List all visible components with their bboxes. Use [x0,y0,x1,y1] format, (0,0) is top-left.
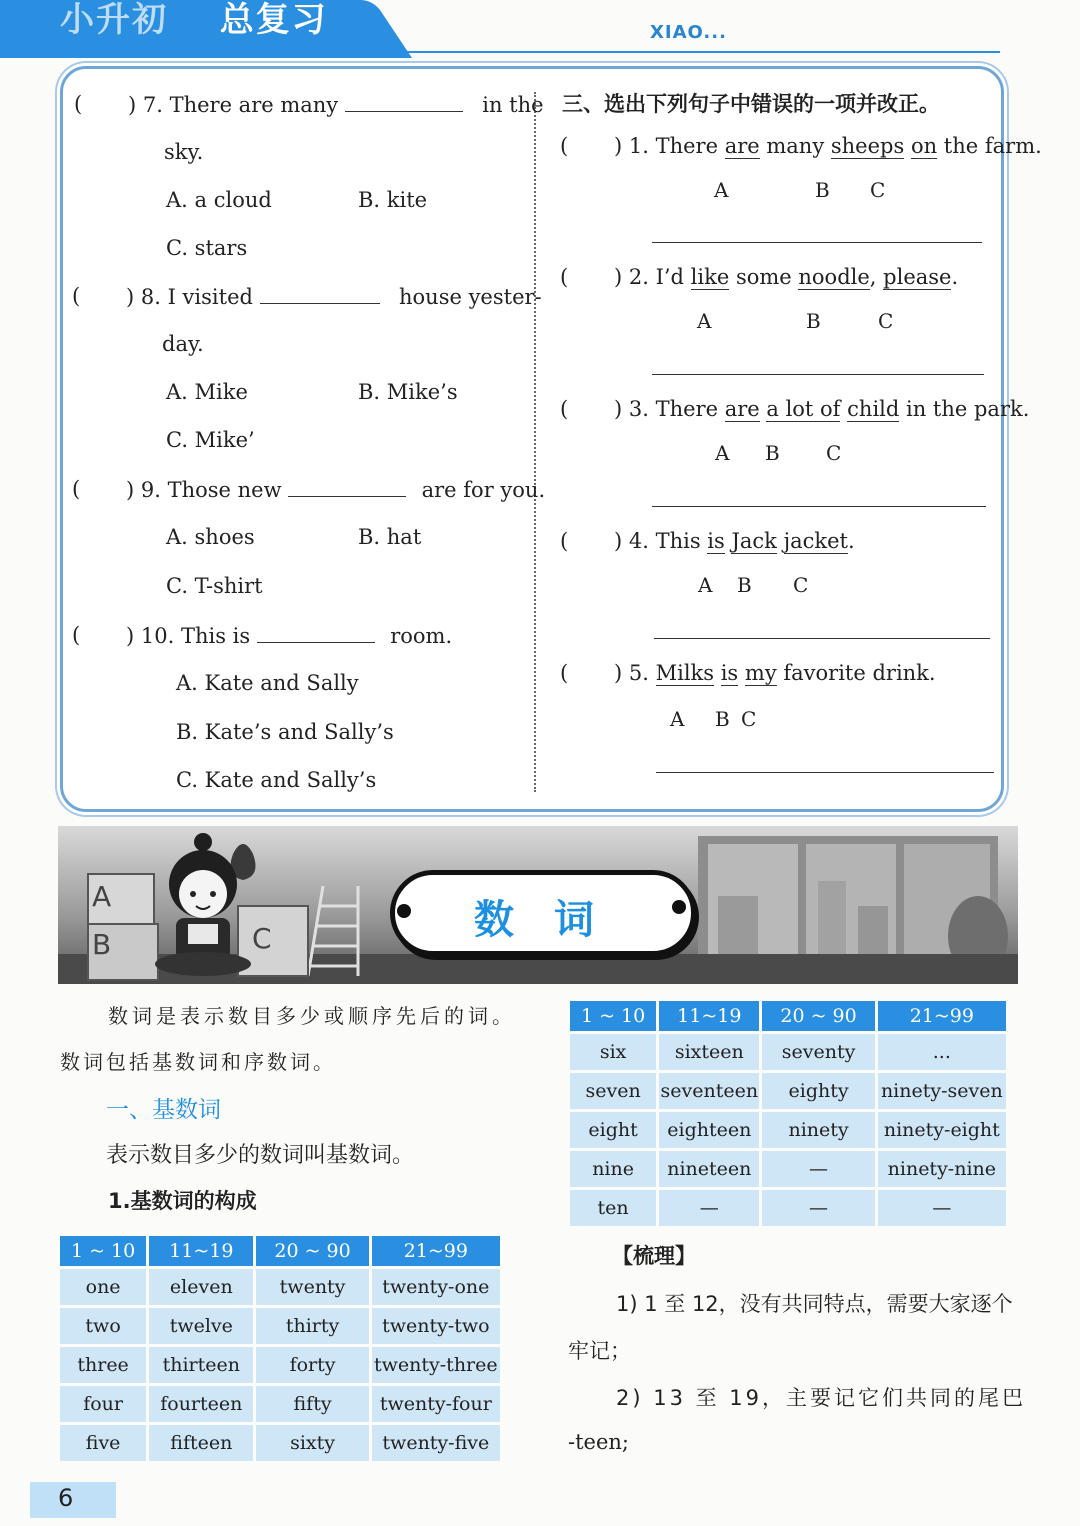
header-title-main: 总复习 [219,0,328,40]
table-cell: thirty [256,1308,368,1344]
table-cell: ninety-seven [878,1073,1006,1109]
cardinal-formation-heading: 1.基数词的构成 [108,1189,257,1213]
table-cell: fourteen [149,1386,253,1422]
s5-sentence: ) 5. Milks is my favorite drink. [614,661,936,685]
s2-label-a: A [697,309,712,333]
table-cell: twenty-three [372,1347,500,1383]
q10-blank[interactable] [257,623,375,643]
cube-letter-c: C [252,922,272,955]
table-cell: — [878,1190,1006,1226]
q10-option-a: A. Kate and Sally [176,671,359,695]
table-cell: five [60,1425,146,1461]
s1-answer-line[interactable] [652,242,982,243]
q7-paren: ( [74,92,83,116]
s3-label-c: C [826,441,842,465]
q8-stem: ) 8. I visited house yester- [126,285,542,309]
summary-line-3: 2) 13 至 19，主要记它们共同的尾巴 [616,1386,1027,1410]
table-header: 20 ~ 90 [762,1001,874,1031]
table-cell: forty [256,1347,368,1383]
s5-label-a: A [670,707,685,731]
s4-paren: ( [560,529,569,553]
table-cell: twelve [149,1308,253,1344]
cardinal-heading: 一、基数词 [106,1097,221,1123]
q9-option-a: A. shoes [166,525,255,549]
q8-blank[interactable] [260,284,380,304]
summary-line-1: 1) 1 至 12，没有共同特点，需要大家逐个 [616,1292,1013,1316]
table-header: 21~99 [878,1001,1006,1031]
q10-option-b: B. Kate’s and Sally’s [176,720,394,744]
table-row [570,1190,1006,1226]
q10-option-c: C. Kate and Sally’s [176,768,377,792]
q9-option-c: C. T-shirt [166,574,263,598]
table-header: 1 ~ 10 [570,1001,656,1031]
table-cell: seventeen [659,1073,759,1109]
cardinal-table-left [57,1233,503,1464]
q7-option-b: B. kite [358,188,428,212]
q7-blank[interactable] [345,92,463,112]
pill-dot-right [672,900,686,914]
q10-stem: ) 10. This is room. [126,624,453,648]
table-cell: sixteen [659,1034,759,1070]
table-cell: four [60,1386,146,1422]
intro-definition: 数词是表示数目多少或顺序先后的词。 [108,1004,516,1028]
table-row [60,1347,500,1383]
s3-label-a: A [715,441,730,465]
s1-paren: ( [560,134,569,158]
table-row [60,1386,500,1422]
s2-label-c: C [878,309,894,333]
page-number: 6 [58,1484,74,1512]
table-cell: — [762,1151,874,1187]
table-cell: twenty-two [372,1308,500,1344]
table-cell: ninety [762,1112,874,1148]
q8-paren: ( [72,284,81,308]
table-header-row [60,1236,500,1266]
table-row [60,1425,500,1461]
table-row [570,1034,1006,1070]
q7-continued: sky. [164,140,204,164]
table-cell: eighty [762,1073,874,1109]
cardinal-table-right [567,998,1009,1229]
s3-label-b: B [765,441,780,465]
s3-paren: ( [560,397,569,421]
q8-option-c: C. Mike’ [166,428,255,452]
table-cell: eleven [149,1269,253,1305]
q7-option-a: A. a cloud [166,188,272,212]
table-header: 21~99 [372,1236,500,1266]
table-cell: seventy [762,1034,874,1070]
q8-option-b: B. Mike’s [358,380,458,404]
cube-letter-a: A [92,880,112,913]
s1-sentence: ) 1. There are many sheeps on the farm. [614,134,1042,158]
q10-paren: ( [72,623,81,647]
table-cell: six [570,1034,656,1070]
table-header-row [570,1001,1006,1031]
table-cell: eighteen [659,1112,759,1148]
s5-label-c: C [741,707,757,731]
table-cell: three [60,1347,146,1383]
column-divider [534,92,536,792]
summary-title: 【梳理】 [612,1244,696,1268]
table-cell: two [60,1308,146,1344]
q9-stem: ) 9. Those new are for you. [126,478,546,502]
pill-dot-left [397,904,411,918]
table-row [60,1308,500,1344]
table-row [570,1112,1006,1148]
table-cell: fifty [256,1386,368,1422]
s4-label-b: B [737,573,752,597]
table-cell: twenty-five [372,1425,500,1461]
s5-answer-line[interactable] [656,772,994,773]
table-cell: — [762,1190,874,1226]
s4-label-a: A [698,573,713,597]
q9-blank[interactable] [288,477,406,497]
table-header: 1 ~ 10 [60,1236,146,1266]
table-cell: ten [570,1190,656,1226]
table-row [570,1151,1006,1187]
table-header: 11~19 [659,1001,759,1031]
s3-answer-line[interactable] [652,506,986,507]
table-cell: sixty [256,1425,368,1461]
s2-sentence: ) 2. I’d like some noodle, please. [614,265,959,289]
q9-option-b: B. hat [358,525,422,549]
header-title-faded: 小升初 [60,0,168,40]
table-header: 11~19 [149,1236,253,1266]
table-cell: nineteen [659,1151,759,1187]
summary-line-4: -teen; [568,1430,629,1454]
header-title [60,0,328,41]
s5-paren: ( [560,661,569,685]
q9-paren: ( [72,477,81,501]
table-cell: ninety-eight [878,1112,1006,1148]
s1-label-a: A [714,178,729,202]
s2-answer-line[interactable] [652,374,984,375]
s2-paren: ( [560,265,569,289]
q8-option-a: A. Mike [166,380,248,404]
s2-label-b: B [806,309,821,333]
q7-option-c: C. stars [166,236,248,260]
s1-label-b: B [815,178,830,202]
s4-answer-line[interactable] [654,638,990,639]
header-subtitle: XIAO... [650,22,727,43]
table-cell: one [60,1269,146,1305]
q7-stem: ) 7. There are many in the [128,93,544,117]
table-cell: seven [570,1073,656,1109]
intro-types: 数词包括基数词和序数词。 [60,1050,336,1074]
banner-title: 数词 [474,897,634,943]
s5-label-b: B [715,707,730,731]
cube-letter-b: B [92,928,112,961]
table-row [60,1269,500,1305]
table-cell: twenty-four [372,1386,500,1422]
table-cell: ... [878,1034,1006,1070]
s1-label-c: C [870,178,886,202]
table-cell: twenty-one [372,1269,500,1305]
cardinal-definition: 表示数目多少的数词叫基数词。 [106,1143,415,1168]
table-row [570,1073,1006,1109]
s4-sentence: ) 4. This is Jack jacket. [614,529,855,553]
s3-sentence: ) 3. There are a lot of child in the park. [614,397,1030,421]
section3-title: 三、选出下列句子中错误的一项并改正。 [562,92,940,116]
table-cell: ninety-nine [878,1151,1006,1187]
table-cell: nine [570,1151,656,1187]
table-cell: — [659,1190,759,1226]
s4-label-c: C [793,573,809,597]
table-cell: fifteen [149,1425,253,1461]
summary-line-2: 牢记； [568,1339,631,1363]
table-cell: thirteen [149,1347,253,1383]
table-cell: twenty [256,1269,368,1305]
q8-continued: day. [162,332,204,356]
table-cell: eight [570,1112,656,1148]
table-header: 20 ~ 90 [256,1236,368,1266]
